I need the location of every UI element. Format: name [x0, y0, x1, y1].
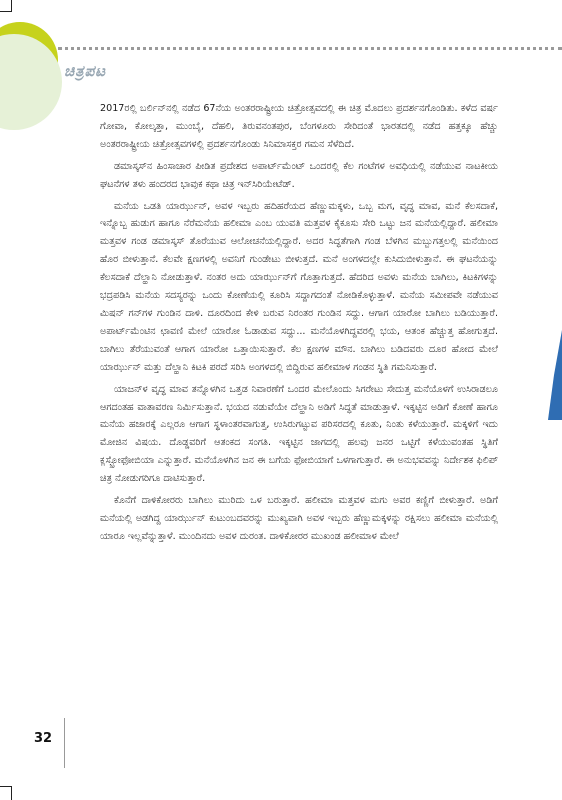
article-paragraph-2: ಡಮಾಸ್ಕಸ್‌ನ ಹಿಂಸಾಚಾರ ಪೀಡಿತ ಪ್ರದೇಶದ ಅಪಾರ್ಟ್‌ಮೆಂಟ್ ಒಂದರಲ್ಲಿ ಕೆಲ ಗಂಟೆಗಳ ಅವಧಿಯಲ್ಲಿ ನಡೆಯುವ ನಾಟಕೀಯ ಘಟನೆಗಳ ತಳು ಹಂದರದ ಭಾವುಕ ಕಥಾ ಚಿತ್ರ ಇನ್‌ಸಿರಿಯೇಟೆಡ್.: [100, 160, 498, 190]
article-paragraph-3: ಮನೆಯ ಒಡತಿ ಯಾರ್ಝುನ್, ಅವಳ ಇಬ್ಬರು ಹದಿಹರೆಯದ ಹೆಣ್ಣುಮಕ್ಕಳು, ಒಬ್ಬ ಮಗ, ವೃದ್ಧ ಮಾವ, ಮನೆ ಕೆಲಸದಾಕೆ, ಇನ್ನೊಬ್ಬ ಹುಡುಗ ಹಾಗೂ ನೆರೆಮನೆಯ ಹಲೀಮಾ ಎಂಬ ಯುವತಿ ಮತ್ತವಳ ಕೈಕೂಸು ಸೇರಿ ಒಟ್ಟು ಜನ ಮನೆಯಲ್ಲಿದ್ದಾರೆ. ಹಲೀಮಾ ಮತ್ತವಳ ಗಂಡ ಡಮಾಸ್ಕಸ್ ತೊರೆಯುವ ಆಲೋಚನೆಯಲ್ಲಿದ್ದಾರೆ. ಅದರ ಸಿದ್ಧತೆಗಾಗಿ ಗಂಡ ಬೆಳಗಿನ ಮಬ್ಬುಗತ್ತಲಲ್ಲಿ ಮನೆಯಿಂದ ಹೊರ ಬೀಳುತ್ತಾನೆ. ಕೆಲವೇ ಕ್ಷಣಗಳಲ್ಲಿ ಅವನಿಗೆ ಗುಂಡೇಟು ಬೀಳುತ್ತದೆ. ಮನೆ ಅಂಗಳದಲ್ಲೇ ಕುಸಿದುಬೀಳುತ್ತಾನೆ. ಈ ಘಟನೆಯನ್ನು ಕೆಲಸದಾಕೆ ದೆಲ್ಹಾನಿ ನೋಡುತ್ತಾಳೆ. ನಂತರ ಅದು ಯಾರ್ಝುನ್‌ಗೆ ಗೊತ್ತಾಗುತ್ತದೆ. ಹೆದರಿದ ಅವಳು ಮನೆಯ ಬಾಗಿಲು, ಕಿಟಕಿಗಳನ್ನು ಭದ್ರಪಡಿಸಿ ಮನೆಯ ಸದಸ್ಯರನ್ನು ಒಂದು ಕೋಣೆಯಲ್ಲಿ ಕೂರಿಸಿ ಸದ್ದಾಗದಂತೆ ನೋಡಿಕೊಳ್ಳುತ್ತಾಳೆ. ಮನೆಯ ಸಮೀಪವೇ ನಡೆಯುವ ಮಿಷನ್ ಗನ್‌ಗಳ ಗುಂಡಿನ ದಾಳಿ. ದೂರದಿಂದ ಕೇಳಿ ಬರುವ ನಿರಂತರ ಗುಂಡಿನ ಸದ್ದು. ಆಗಾಗ ಯಾರೋ ಬಾಗಿಲು ಬಡಿಯುತ್ತಾರೆ. ಅಪಾರ್ಟ್‌ಮೆಂಟಿನ ಛಾವಣಿ ಮೇಲೆ ಯಾರೋ ಓಡಾಡುವ ಸದ್ದು... ಮನೆಯೊಳಗಿದ್ದವರಲ್ಲಿ ಭಯ, ಆತಂಕ ಹೆಚ್ಚುತ್ತ ಹೋಗುತ್ತದೆ. ಬಾಗಿಲು ತೆರೆಯುವಂತೆ ಆಗಾಗ ಯಾರೋ ಒತ್ತಾಯಿಸುತ್ತಾರೆ. ಕೆಲ ಕ್ಷಣಗಳ ಮೌನ. ಬಾಗಿಲು ಬಡಿದವರು ದೂರ ಹೋದ ಮೇಲೆ ಯಾರ್ಝುನ್ ಮತ್ತು ದೆಲ್ಹಾನಿ ಕಿಟಕಿ ಪರದೆ ಸರಿಸಿ ಅಂಗಳದಲ್ಲಿ ಬಿದ್ದಿರುವ ಹಲೀಮಾಳ ಗಂಡನ ಸ್ಥಿತಿ ಗಮನಿಸುತ್ತಾರೆ.: [100, 200, 498, 373]
article-body: [100, 100, 498, 740]
page-number: 32: [34, 731, 53, 746]
section-label: ಚಿತ್ರಪಟ: [64, 62, 107, 80]
header-dotted-rule: [58, 47, 562, 50]
crop-mark-bottom-vertical: [11, 786, 12, 800]
article-paragraph-1: 2017ರಲ್ಲಿ ಬರ್ಲಿನ್‌ನಲ್ಲಿ ನಡೆದ 67ನೆಯ ಅಂತರರಾಷ್ಟ್ರೀಯ ಚಿತ್ರೋತ್ಸವದಲ್ಲಿ ಈ ಚಿತ್ರ ಮೊದಲು ಪ್ರದರ್ಶನಗೊಂಡಿತು. ಕಳೆದ ವರ್ಷ ಗೋವಾ, ಕೋಲ್ಕತ್ತಾ, ಮುಂಬೈ, ದೆಹಲಿ, ತಿರುವನಂತಪುರ, ಬೆಂಗಳೂರು ಸೇರಿದಂತೆ ಭಾರತದಲ್ಲಿ ನಡೆದ ಹತ್ತಕ್ಕೂ ಹೆಚ್ಚು ಅಂತರರಾಷ್ಟ್ರೀಯ ಚಿತ್ರೋತ್ಸವಗಳಲ್ಲಿ ಪ್ರದರ್ಶನಗೊಂಡು ಸಿನಿಮಾಸಕ್ತರ ಗಮನ ಸೆಳೆದಿದೆ.: [100, 103, 498, 150]
article-paragraph-5: ಕೊನೆಗೆ ದಾಳಿಕೋರರು ಬಾಗಿಲು ಮುರಿದು ಒಳ ಬರುತ್ತಾರೆ. ಹಲೀಮಾ ಮತ್ತವಳ ಮಗು ಅವರ ಕಣ್ಣಿಗೆ ಬೀಳುತ್ತಾರೆ. ಅಡಿಗೆ ಮನೆಯಲ್ಲಿ ಅಡಗಿದ್ದ ಯಾರ್ಝುನ್ ಕುಟುಂಬದವರನ್ನು ಮುಖ್ಯವಾಗಿ ಅವಳ ಇಬ್ಬರು ಹೆಣ್ಣುಮಕ್ಕಳನ್ನು ರಕ್ಷಿಸಲು ಹಲೀಮಾ ಮನೆಯಲ್ಲಿ ಯಾರೂ ಇಲ್ಲವೆನ್ನುತ್ತಾಳೆ. ಮುಂದಿನದು ಅವಳ ದುರಂತ. ದಾಳಿಕೋರರ ಮುಖಂಡ ಹಲೀಮಾಳ ಮೇಲೆ: [100, 495, 498, 542]
page-number-divider: [64, 718, 65, 768]
crop-mark-bottom-horizontal: [0, 786, 12, 787]
article-paragraph-4: ಯಾಜನ್‌ಳ ವೃದ್ಧ ಮಾವ ತನ್ನೊಳಗಿನ ಒತ್ತಡ ನಿವಾರಣೆಗೆ ಒಂದರ ಮೇಲೊಂದು ಸಿಗರೇಟು ಸೇದುತ್ತ ಮನೆಯೊಳಗೆ ಉಸಿರಾಡಲೂ ಆಗದಂತಹ ವಾತಾವರಣ ನಿರ್ಮಿಸುತ್ತಾನೆ. ಭಯದ ನಡುವೆಯೇ ದೆಲ್ಹಾನಿ ಅಡಿಗೆ ಸಿದ್ಧತೆ ಮಾಡುತ್ತಾಳೆ. ಇಕ್ಕಟ್ಟಿನ ಅಡಿಗೆ ಕೋಣೆ ಹಾಗೂ ಮನೆಯ ಹಜಾರಕ್ಕೆ ಎಲ್ಲರೂ ಆಗಾಗ ಸ್ಥಳಾಂತರವಾಗುತ್ತ, ಉಸಿರುಗಟ್ಟುವ ಪರಿಸರದಲ್ಲಿ ಕೂತು, ನಿಂತು ಕಳೆಯುತ್ತಾರೆ. ಮಕ್ಕಳಿಗೆ ಇದು ಮೋಜಿನ ವಿಷಯ. ದೊಡ್ಡವರಿಗೆ ಆತಂಕದ ಸಂಗತಿ. ಇಕ್ಕಟ್ಟಿನ ಜಾಗದಲ್ಲಿ ಹಲವು ಜನರ ಒಟ್ಟಿಗೆ ಕಳೆಯುವಂತಹ ಸ್ಥಿತಿಗೆ ಕ್ಲಸ್ಟ್ರೋಫೋಬಿಯಾ ಎನ್ನುತ್ತಾರೆ. ಮನೆಯೊಳಗಿನ ಜನ ಈ ಬಗೆಯ ಫೋಬಿಯಾಗೆ ಒಳಗಾಗುತ್ತಾರೆ. ಈ ಅನುಭವವನ್ನು ನಿರ್ದೇಶಕ ಫಿಲಿಪ್ ಚಿತ್ರ ನೋಡುಗರಿಗೂ ದಾಟಿಸುತ್ತಾರೆ.: [100, 383, 498, 485]
side-tab-marker: [548, 330, 562, 420]
crop-mark-top-horizontal: [0, 11, 12, 12]
